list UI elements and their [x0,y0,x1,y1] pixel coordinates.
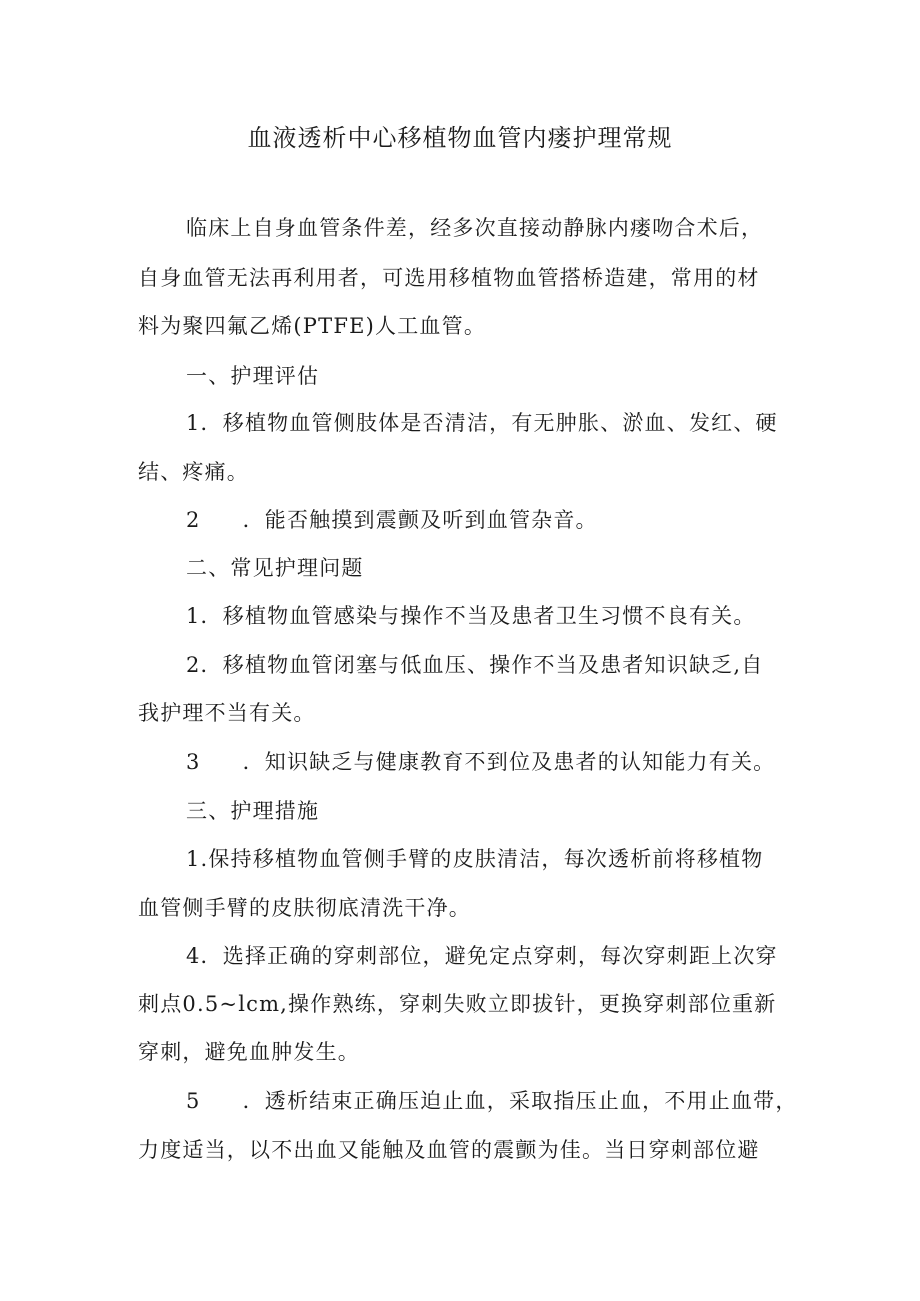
list-item-line [186,1085,798,1117]
list-item-line: 刺点0.5~lcm,操作熟练，穿刺失败立即拔针，更换穿刺部位重新 [138,992,777,1016]
list-item-line: 血管侧手臂的皮肤彻底清洗干净。 [138,896,471,920]
list-item-line: 1．移植物血管感染与操作不当及患者卫生习惯不良有关。 [186,604,756,628]
list-item-line [186,746,775,778]
list-item-line: 结、疼痛。 [138,460,249,484]
section-heading: 二、常见护理问题 [186,556,364,580]
paragraph-line: 自身血管无法再利用者，可选用移植物血管搭桥造建，常用的材 [138,266,760,290]
list-item-number: 2 [186,508,201,532]
paragraph-line: 料为聚四氟乙烯(PTFE)人工血管。 [138,314,487,338]
list-item-number: 5 [186,1089,201,1113]
section-heading: 一、护理评估 [186,364,320,388]
list-item-line: 1.保持移植物血管侧手臂的皮肤清洁，每次透析前将移植物 [186,847,764,871]
paragraph-line: 临床上自身血管条件差，经多次直接动静脉内瘘吻合术后， [186,216,764,240]
list-item-line: 力度适当，以不出血又能触及血管的震颤为佳。当日穿刺部位避 [138,1138,760,1162]
list-item-line: 穿刺，避免血肿发生。 [138,1040,360,1064]
list-item-text: ．透析结束正确压迫止血，采取指压止血，不用止血带， [242,1089,798,1113]
list-item-line [186,504,598,536]
list-item-line: 我护理不当有关。 [138,701,316,725]
section-heading: 三、护理措施 [186,799,320,823]
list-item-line: 2．移植物血管闭塞与低血压、操作不当及患者知识缺乏,自 [186,653,764,677]
list-item-line: 1．移植物血管侧肢体是否清洁，有无肿胀、淤血、发红、硬 [186,411,778,435]
list-item-text: ．知识缺乏与健康教育不到位及患者的认知能力有关。 [242,750,776,774]
list-item-number: 3 [186,750,201,774]
list-item-line: 4．选择正确的穿刺部位，避免定点穿刺，每次穿刺距上次穿 [186,944,778,968]
list-item-text: ．能否触摸到震颤及听到血管杂音。 [242,508,598,532]
document-title: 血液透析中心移植物血管内瘘护理常规 [247,124,673,152]
